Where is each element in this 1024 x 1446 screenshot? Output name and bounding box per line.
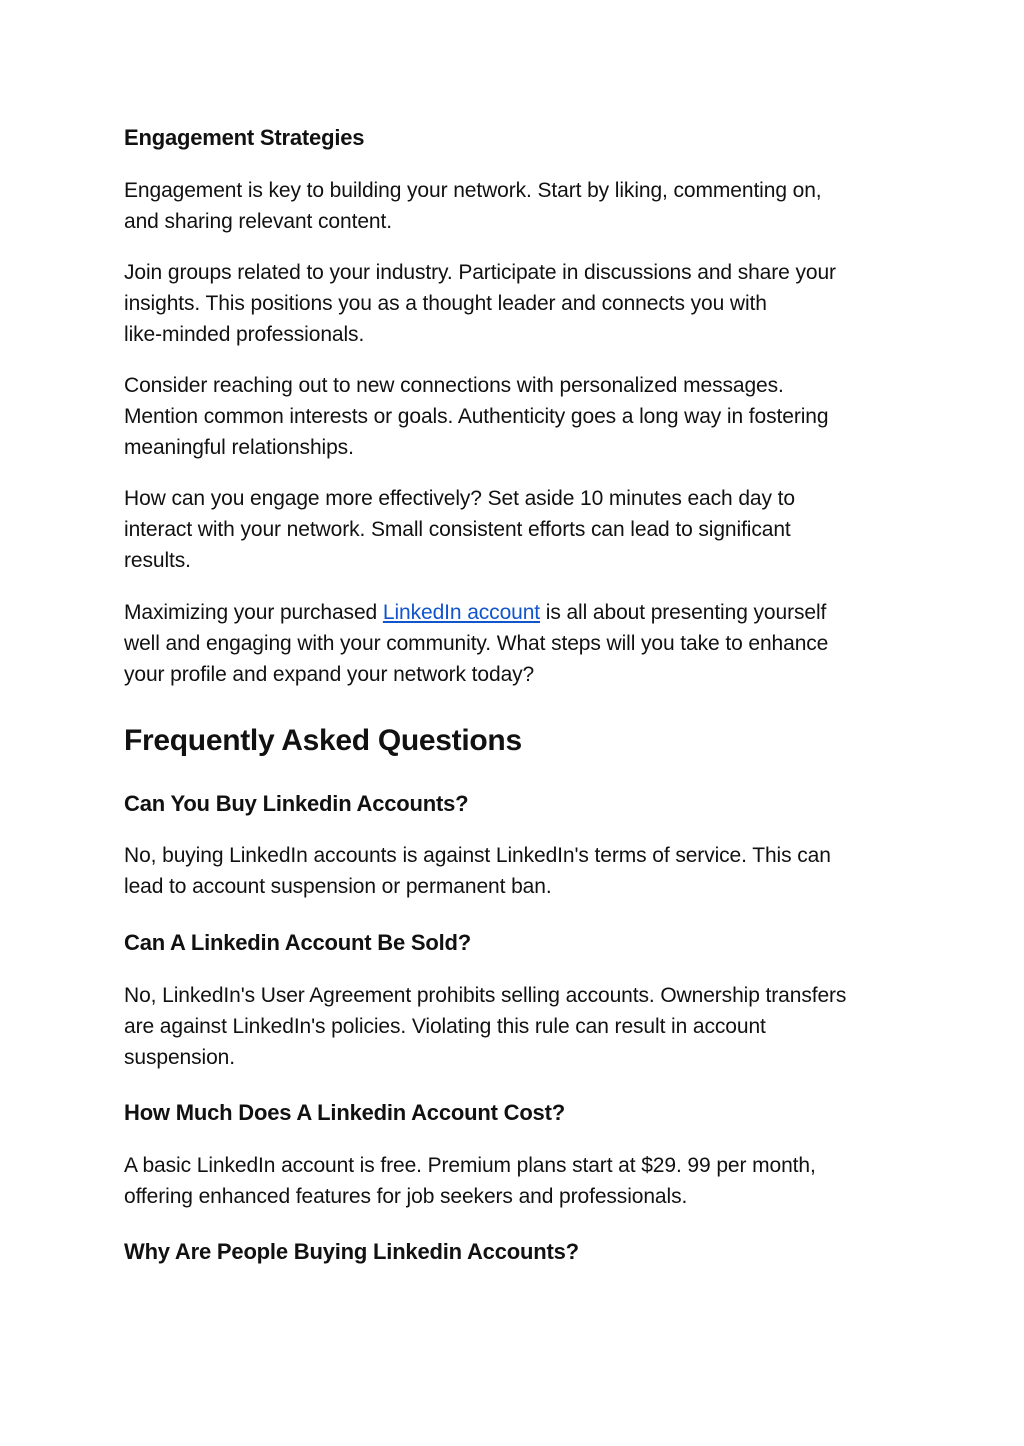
faq-question-2: Can A Linkedin Account Be Sold?	[124, 930, 472, 955]
engagement-paragraph-5: Maximizing your purchased LinkedIn account is all about presenting yourself well and engaging with your community. What steps will you take to enhance your profile and expand your network today?	[124, 601, 829, 686]
engagement-paragraph-3: Consider reaching out to new connections with personalized messages. Mention common interests or goals. Authenticity goes a long way in fostering meaningful relationships.	[124, 374, 829, 459]
faq-question-3: How Much Does A Linkedin Account Cost?	[124, 1100, 565, 1125]
engagement-strategies-heading: Engagement Strategies	[124, 125, 365, 150]
faq-answer-1: No, buying LinkedIn accounts is against LinkedIn's terms of service. This can lead to account suspension or permanent ban.	[124, 844, 831, 898]
linkedin-account-link[interactable]: LinkedIn account	[382, 601, 541, 624]
engagement-paragraph-2: Join groups related to your industry. Participate in discussions and share your insights. This positions you as a thought leader and connects you with like-minded professionals.	[124, 261, 836, 346]
engagement-paragraph-4: How can you engage more effectively? Set aside 10 minutes each day to interact with your network. Small consistent efforts can lead to significant results.	[124, 487, 795, 572]
engagement-paragraph-1: Engagement is key to building your network. Start by liking, commenting on, and sharing relevant content.	[124, 179, 822, 233]
faq-answer-2: No, LinkedIn's User Agreement prohibits selling accounts. Ownership transfers are against LinkedIn's policies. Violating this rule can result in account suspension.	[124, 984, 847, 1069]
faq-answer-3: A basic LinkedIn account is free. Premium plans start at $29. 99 per month, offering enhanced features for job seekers and professionals.	[124, 1154, 816, 1208]
faq-heading: Frequently Asked Questions	[124, 724, 522, 757]
faq-question-4: Why Are People Buying Linkedin Accounts?	[124, 1239, 579, 1264]
faq-question-1: Can You Buy Linkedin Accounts?	[124, 791, 469, 816]
